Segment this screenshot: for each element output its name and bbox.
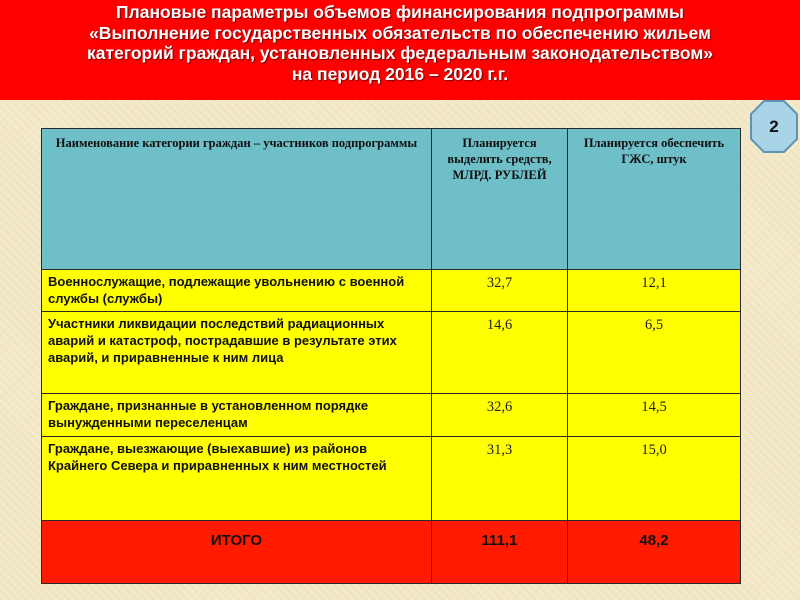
table-row: [42, 437, 741, 521]
row-certificates: 15,0: [568, 437, 741, 521]
header-certificates: Планируется обеспечить ГЖС, штук: [568, 129, 741, 270]
row-certificates: 14,5: [568, 394, 741, 437]
table-row: [42, 312, 741, 394]
row-category: Граждане, признанные в установленном порядке вынужденными переселенцам: [42, 394, 432, 437]
row-funds: 32,6: [432, 394, 568, 437]
row-category: Участники ликвидации последствий радиационных аварий и катастроф, пострадавшие в результате этих аварий, и приравненные к ним лица: [42, 312, 432, 394]
total-label: ИТОГО: [42, 521, 432, 584]
page-number-badge: [749, 99, 799, 154]
row-funds: 14,6: [432, 312, 568, 394]
title-line-4: на период 2016 – 2020 г.г.: [291, 63, 509, 84]
row-funds: 31,3: [432, 437, 568, 521]
row-certificates: 6,5: [568, 312, 741, 394]
financing-table: [41, 128, 741, 584]
title-line-2: «Выполнение государственных обязательств по обеспечению жильем: [89, 22, 711, 43]
total-certificates: 48,2: [568, 521, 741, 584]
table-row: [42, 394, 741, 437]
table-total-row: [42, 521, 741, 584]
title-line-3: категорий граждан, установленных федеральным законодательством»: [87, 43, 713, 63]
page-number: 2: [769, 117, 779, 136]
header-funds: Планируется выделить средств, МЛРД. РУБЛЕЙ: [432, 129, 568, 270]
row-category: Граждане, выезжающие (выехавшие) из районов Крайнего Севера и приравненных к ним местностей: [42, 437, 432, 521]
row-certificates: 12,1: [568, 270, 741, 312]
total-funds: 111,1: [432, 521, 568, 584]
title-line-1: Плановые параметры объемов финансирования подпрограммы: [116, 2, 684, 22]
row-category: Военнослужащие, подлежащие увольнению с военной службы (службы): [42, 270, 432, 312]
title-banner: [0, 0, 800, 100]
header-category: Наименование категории граждан – участников подпрограммы: [42, 129, 432, 270]
row-funds: 32,7: [432, 270, 568, 312]
table-row: [42, 270, 741, 312]
table-header-row: [42, 129, 741, 270]
